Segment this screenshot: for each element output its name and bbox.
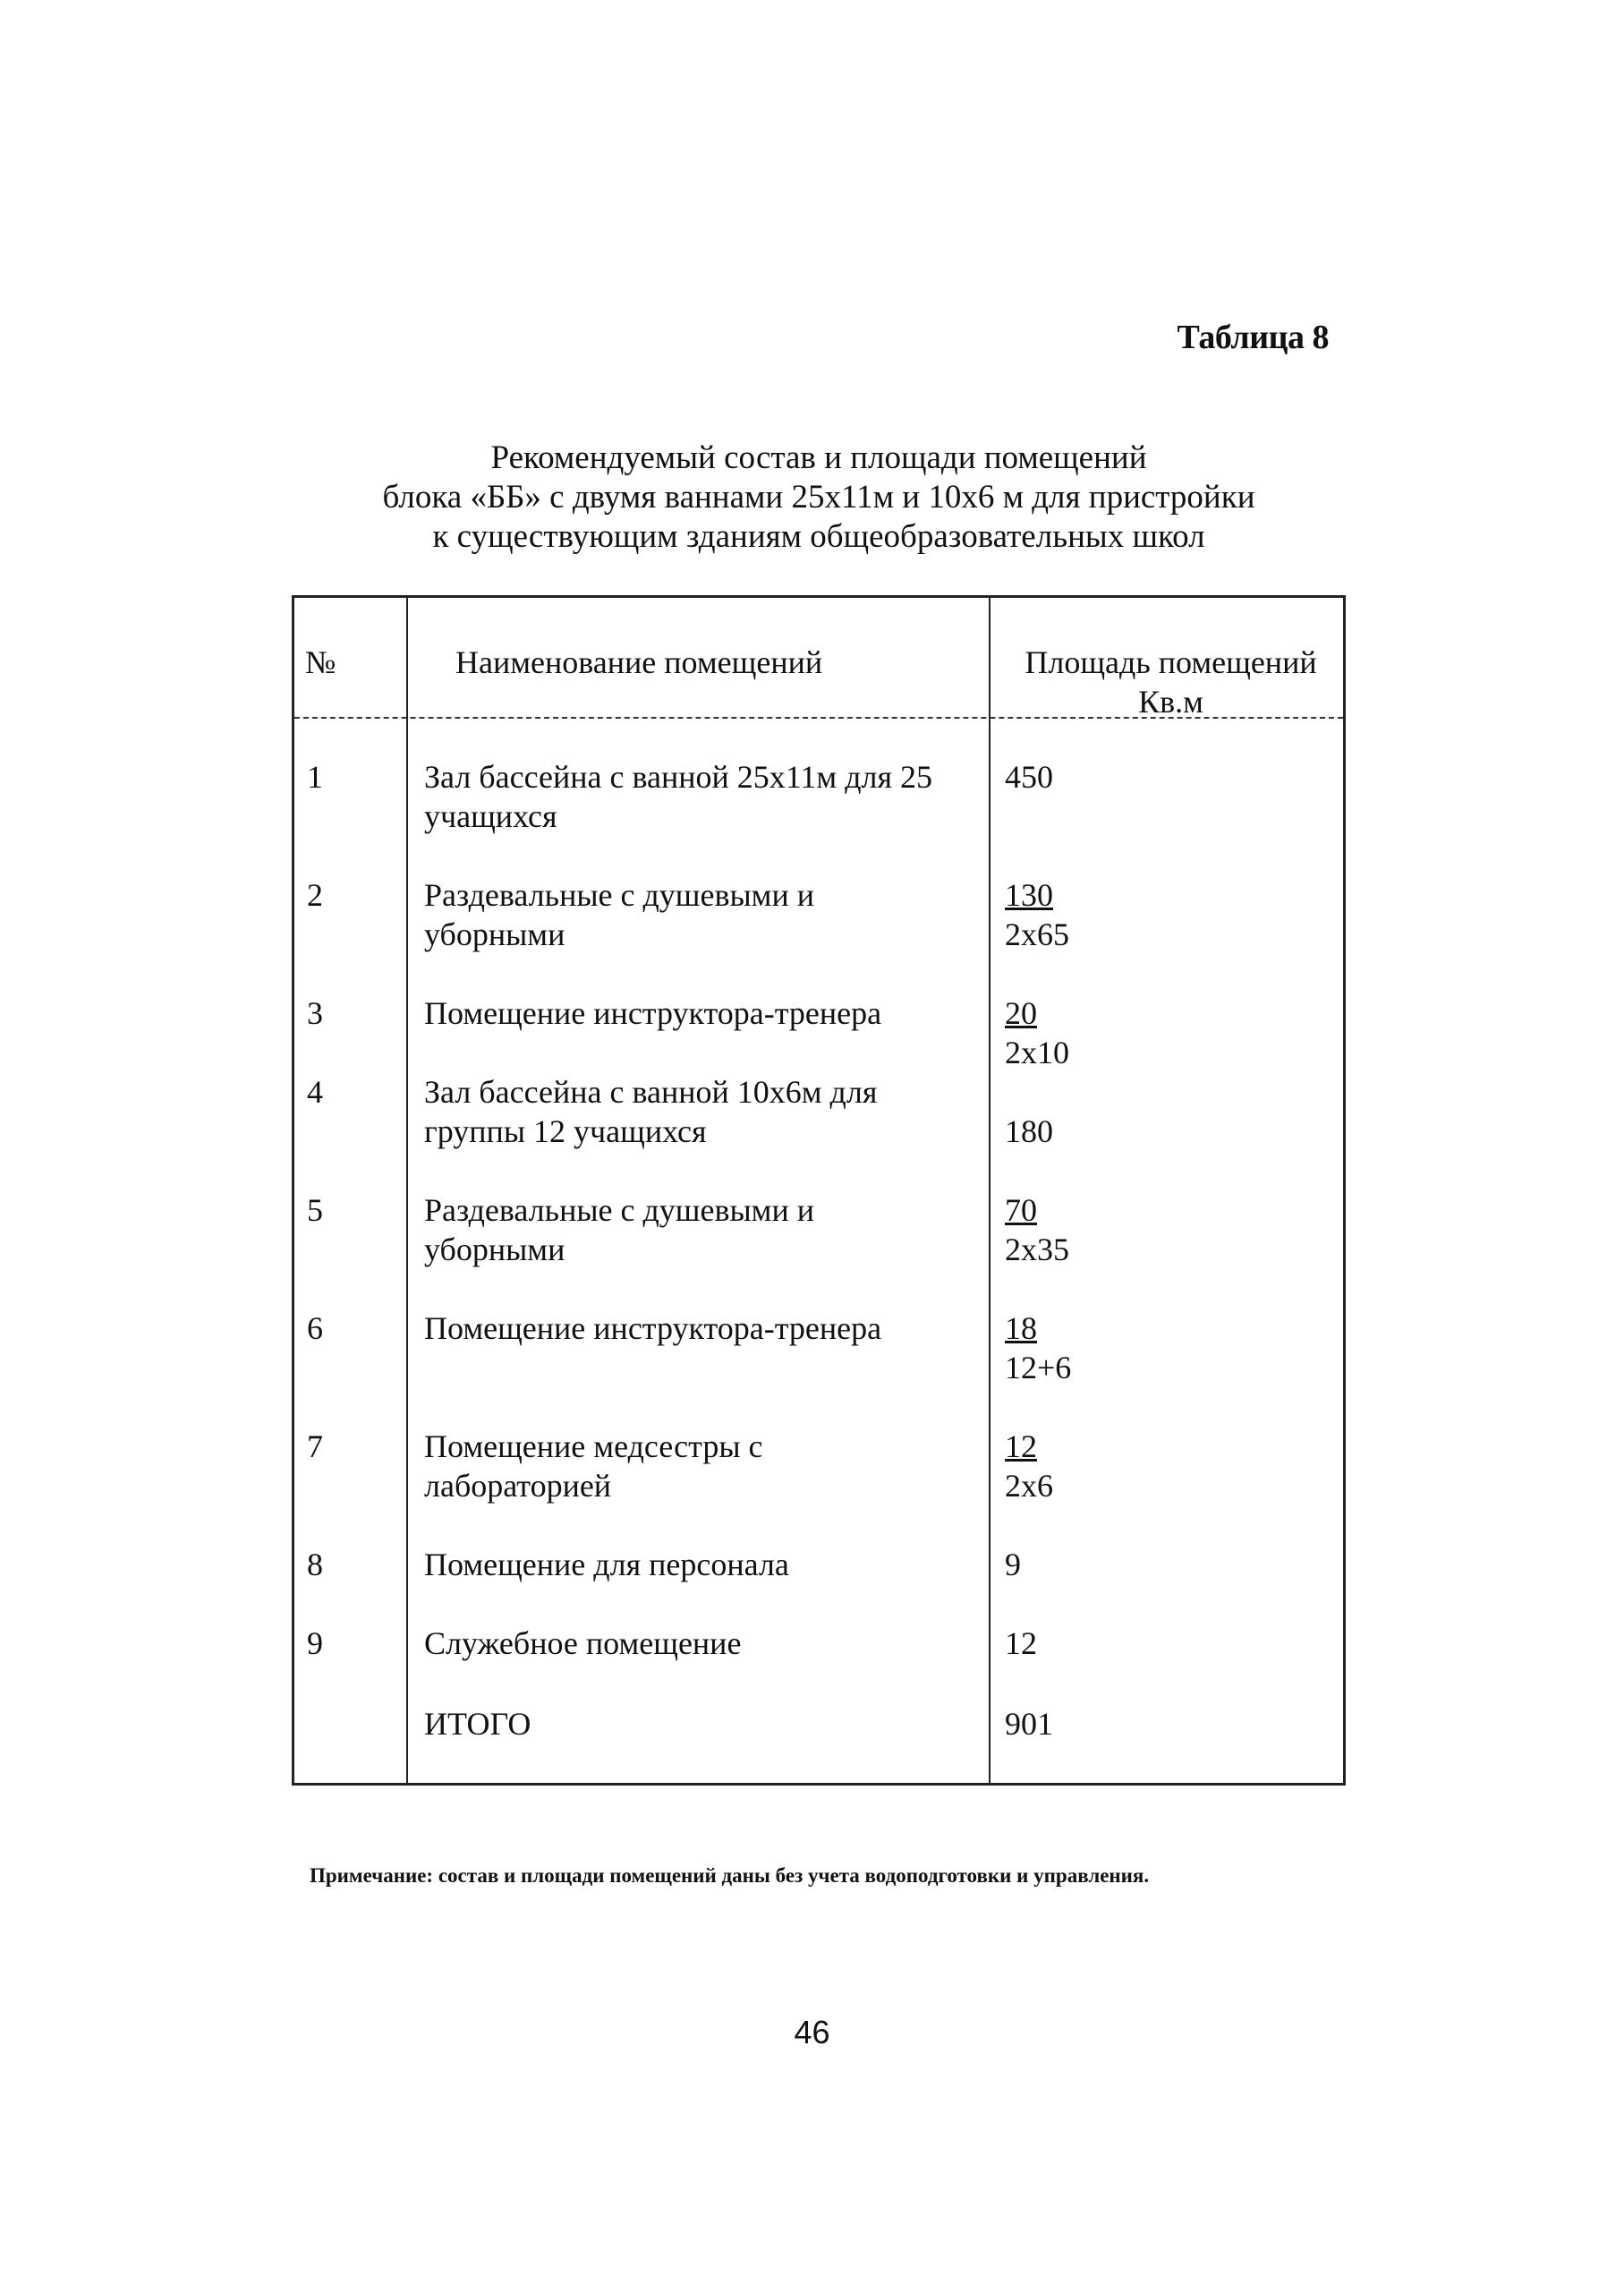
title-line-1: Рекомендуемый состав и площади помещений xyxy=(490,439,1147,476)
row-5-name-line-1: Раздевальные с душевыми и xyxy=(424,1192,814,1228)
header-area-line-2: Кв.м xyxy=(1138,684,1203,720)
row-2-area-total: 130 xyxy=(1005,877,1053,913)
row-9-name: Служебное помещение xyxy=(424,1625,742,1661)
row-9-area: 12 xyxy=(1005,1625,1037,1661)
column-divider-2 xyxy=(989,598,991,1783)
row-5-area xyxy=(1005,1190,1069,1269)
row-8-name: Помещение для персонала xyxy=(424,1547,789,1582)
column-divider-1 xyxy=(406,598,408,1783)
row-5-area-breakdown: 2х35 xyxy=(1005,1232,1069,1267)
row-7-name xyxy=(424,1427,763,1505)
row-1-name xyxy=(424,757,932,836)
header-area-line-1: Площадь помещений xyxy=(1025,644,1317,680)
row-5-area-total: 70 xyxy=(1005,1192,1037,1228)
row-2-name-line-2: уборными xyxy=(424,916,565,952)
row-7-area-total: 12 xyxy=(1005,1428,1037,1464)
table-title xyxy=(268,439,1369,557)
table-label: Таблица 8 xyxy=(1177,319,1329,356)
row-2-area xyxy=(1005,875,1069,954)
row-2-name xyxy=(424,875,814,954)
row-8-area: 9 xyxy=(1005,1547,1021,1582)
row-4-name xyxy=(424,1072,877,1151)
title-line-2: блока «ББ» с двумя ваннами 25х11м и 10х6 м для пристройки xyxy=(382,479,1255,516)
row-7-area xyxy=(1005,1427,1053,1505)
row-3-area xyxy=(1005,993,1069,1072)
row-5-number: 5 xyxy=(307,1192,323,1228)
row-8-number: 8 xyxy=(307,1547,323,1582)
row-7-number: 7 xyxy=(307,1428,323,1464)
row-1-number: 1 xyxy=(307,759,323,795)
row-7-name-line-2: лабораторией xyxy=(424,1468,612,1504)
row-6-number: 6 xyxy=(307,1310,323,1346)
row-1-area: 450 xyxy=(1005,759,1053,795)
title-line-3: к существующим зданиям общеобразовательных школ xyxy=(432,518,1205,555)
page-number: 46 xyxy=(794,2014,830,2050)
row-2-area-breakdown: 2х65 xyxy=(1005,916,1069,952)
row-2-name-line-1: Раздевальные с душевыми и xyxy=(424,877,814,913)
row-4-number: 4 xyxy=(307,1074,323,1110)
row-7-area-breakdown: 2х6 xyxy=(1005,1468,1053,1504)
row-6-area-breakdown: 12+6 xyxy=(1005,1350,1072,1385)
row-3-number: 3 xyxy=(307,995,323,1031)
header-room-name: Наименование помещений xyxy=(455,644,823,680)
row-4-name-line-2: группы 12 учащихся xyxy=(424,1113,707,1149)
row-1-name-line-2: учащихся xyxy=(424,798,557,834)
row-5-name xyxy=(424,1190,814,1269)
total-value: 901 xyxy=(1005,1706,1053,1742)
row-1-name-line-1: Зал бассейна с ванной 25х11м для 25 xyxy=(424,759,933,795)
header-number: № xyxy=(305,644,336,680)
row-4-name-line-1: Зал бассейна с ванной 10х6м для xyxy=(424,1074,878,1110)
rooms-table xyxy=(292,595,1346,1786)
row-9-number: 9 xyxy=(307,1625,323,1661)
table-note: Примечание: состав и площади помещений даны без учета водоподготовки и управления. xyxy=(310,1864,1150,1887)
row-2-number: 2 xyxy=(307,877,323,913)
header-area xyxy=(1003,643,1339,721)
row-4-area: 180 xyxy=(1005,1113,1053,1149)
row-6-name: Помещение инструктора-тренера xyxy=(424,1310,882,1346)
total-label: ИТОГО xyxy=(424,1706,531,1742)
row-3-area-total: 20 xyxy=(1005,995,1037,1031)
row-6-area-total: 18 xyxy=(1005,1310,1037,1346)
row-6-area xyxy=(1005,1308,1071,1387)
row-3-area-breakdown: 2х10 xyxy=(1005,1035,1069,1070)
row-7-name-line-1: Помещение медсестры с xyxy=(424,1428,763,1464)
row-3-name: Помещение инструктора-тренера xyxy=(424,995,882,1031)
row-5-name-line-2: уборными xyxy=(424,1232,565,1267)
